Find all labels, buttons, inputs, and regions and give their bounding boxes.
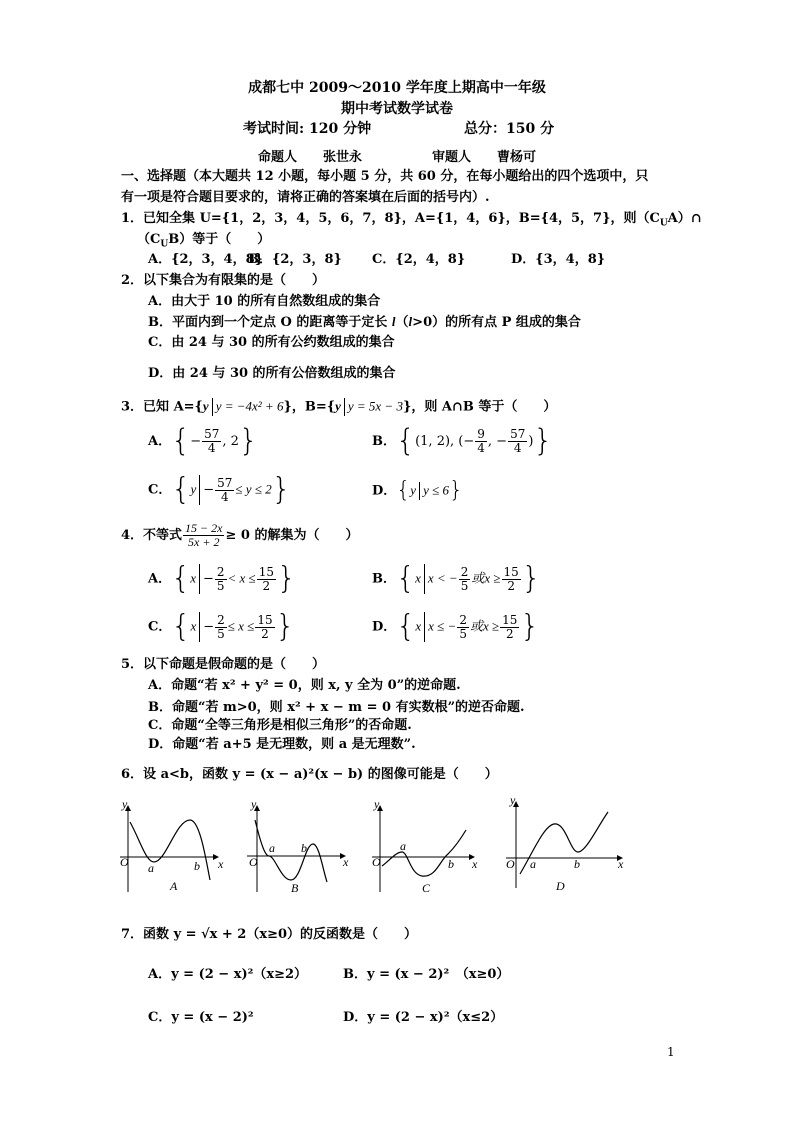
q6-label-b: B xyxy=(291,881,299,895)
q2-option-a[interactable]: A．由大于 10 的所有自然数组成的集合 xyxy=(148,294,381,309)
svg-text:b: b xyxy=(448,857,454,871)
exam-reviewer: 审题人 曹杨可 xyxy=(432,150,537,165)
q4-option-c[interactable]: C．{x − $\frac{2}{5}$ ≤ x ≤ $\frac{15}{2}$ } xyxy=(148,609,295,644)
svg-text:x: x xyxy=(472,857,478,871)
q2-option-d[interactable]: D．由 24 与 30 的所有公倍数组成的集合 xyxy=(148,366,396,381)
exam-author: 命题人 张世永 xyxy=(258,150,363,165)
svg-text:y: y xyxy=(374,800,380,811)
q6-graph-b[interactable] xyxy=(245,800,355,895)
q7-option-d[interactable]: D．y = (2 − x)²（x≤2） xyxy=(343,1010,504,1025)
svg-text:O: O xyxy=(249,855,258,869)
q3-option-d[interactable]: D．{y y ≤ 6} xyxy=(372,478,463,503)
exam-title-line2: 期中考试数学试卷 xyxy=(341,101,453,117)
q6-label-d: D xyxy=(556,879,565,893)
q5-option-b[interactable]: B．命题“若 m>0，则 x² + x − m = 0 有实数根”的逆否命题. xyxy=(148,700,525,715)
svg-text:a: a xyxy=(269,841,275,855)
svg-text:a: a xyxy=(530,857,536,871)
q6-label-a: A xyxy=(170,879,178,893)
svg-text:x: x xyxy=(218,857,224,871)
q6-graph-a[interactable] xyxy=(118,800,228,895)
q6-graph-c[interactable] xyxy=(370,800,480,895)
svg-text:a: a xyxy=(400,839,406,853)
section-instructions-line2: 有一项是符合题目要求的，请将正确的答案填在后面的括号内）. xyxy=(121,190,490,205)
svg-text:O: O xyxy=(120,855,129,869)
q7-option-c[interactable]: C．y = (x − 2)² xyxy=(148,1010,254,1025)
svg-text:O: O xyxy=(372,855,381,869)
q6-graph-d[interactable] xyxy=(498,796,628,896)
question-1-stem-cont: $(C_UB)$等于（ ） xyxy=(137,232,271,250)
q1-option-a[interactable]: A．{2，3，4，8} xyxy=(148,252,263,267)
q5-option-a[interactable]: A．命题“若 x² + y² = 0，则 x, y 全为 0”的逆命题. xyxy=(148,678,461,693)
svg-text:b: b xyxy=(301,841,307,855)
q5-option-d[interactable]: D．命题“若 a+5 是无理数，则 a 是无理数”. xyxy=(148,737,416,752)
q3-option-c[interactable]: C．{y − $\frac{57}{4}$ ≤ y ≤ 2} xyxy=(148,472,291,507)
q6-label-c: C xyxy=(422,881,431,895)
svg-text:x: x xyxy=(618,857,624,871)
q7-option-b[interactable]: B．y = (x − 2)² （x≥0） xyxy=(343,967,510,982)
q7-option-a[interactable]: A．y = (2 − x)²（x≥2） xyxy=(148,967,308,982)
svg-text:O: O xyxy=(506,857,515,871)
svg-text:a: a xyxy=(148,861,154,875)
q1-option-c[interactable]: C．{2，4，8} xyxy=(372,252,466,267)
q3-option-b[interactable]: B．{(1, 2), (− $\frac{9}{4}$ , − $\frac{57}{4}$ )} xyxy=(372,423,553,459)
question-7-stem: 7．函数 y = √x + 2（x≥0）的反函数是（ ） xyxy=(121,927,418,942)
svg-text:y: y xyxy=(510,796,516,807)
exam-title-line1: 成都七中 2009～2010 学年度上期高中一年级 xyxy=(248,80,546,96)
exam-total-score: 总分：150 分 xyxy=(464,121,555,137)
question-2-stem: 2．以下集合为有限集的是（ ） xyxy=(121,273,326,288)
svg-text:b: b xyxy=(574,857,580,871)
svg-text:x: x xyxy=(343,855,349,869)
svg-text:y: y xyxy=(251,800,257,811)
question-3-stem: 3．已知 A={y y = −4x² + 6}，B={y y = 5x − 3}，则 A∩B 等于（ ） xyxy=(121,398,557,415)
q1-option-b[interactable]: B．{2，3，8} xyxy=(248,252,342,267)
question-5-stem: 5．以下命题是假命题的是（ ） xyxy=(121,657,326,672)
q4-option-d[interactable]: D．{x x ≤ − $\frac{2}{5}$ 或x ≥ $\frac{15}{2}$ } xyxy=(372,609,540,644)
section-instructions-line1: 一、选择题（本大题共 12 小题，每小题 5 分，共 60 分，在每小题给出的四个选项中，只 xyxy=(121,169,649,184)
q5-option-c[interactable]: C．命题“全等三角形是相似三角形”的否命题. xyxy=(148,718,412,733)
q3-option-a[interactable]: A．{− $\frac{57}{4}$ , 2} xyxy=(148,423,259,459)
question-4-stem: 4．不等式 $\frac{15 - 2x}{5x + 2}$ ≥ 0 的解集为（ ） xyxy=(121,521,359,549)
question-1-stem: 1．已知全集 U={1，2，3，4，5，6，7，8}，A={1，4，6}，B={4，5，7}，则$(C_UA)\cap$ xyxy=(121,211,702,229)
q2-option-b[interactable]: B．平面内到一个定点 O 的距离等于定长 l（l>0）的所有点 P 组成的集合 xyxy=(148,314,581,330)
q2-option-c[interactable]: C．由 24 与 30 的所有公约数组成的集合 xyxy=(148,335,395,350)
question-6-stem: 6．设 a<b，函数 y = (x − a)²(x − b) 的图像可能是（ ） xyxy=(121,767,498,782)
q1-option-d[interactable]: D．{3，4，8} xyxy=(511,252,606,267)
q4-option-b[interactable]: B．{x x < − $\frac{2}{5}$ 或x ≥ $\frac{15}{2}$ } xyxy=(372,561,541,596)
svg-text:b: b xyxy=(194,859,200,873)
svg-text:y: y xyxy=(122,800,128,811)
exam-time: 考试时间: 120 分钟 xyxy=(243,121,372,137)
page-number: 1 xyxy=(667,1045,675,1059)
q4-option-a[interactable]: A．{x − $\frac{2}{5}$ < x ≤ $\frac{15}{2}$ } xyxy=(148,561,297,596)
